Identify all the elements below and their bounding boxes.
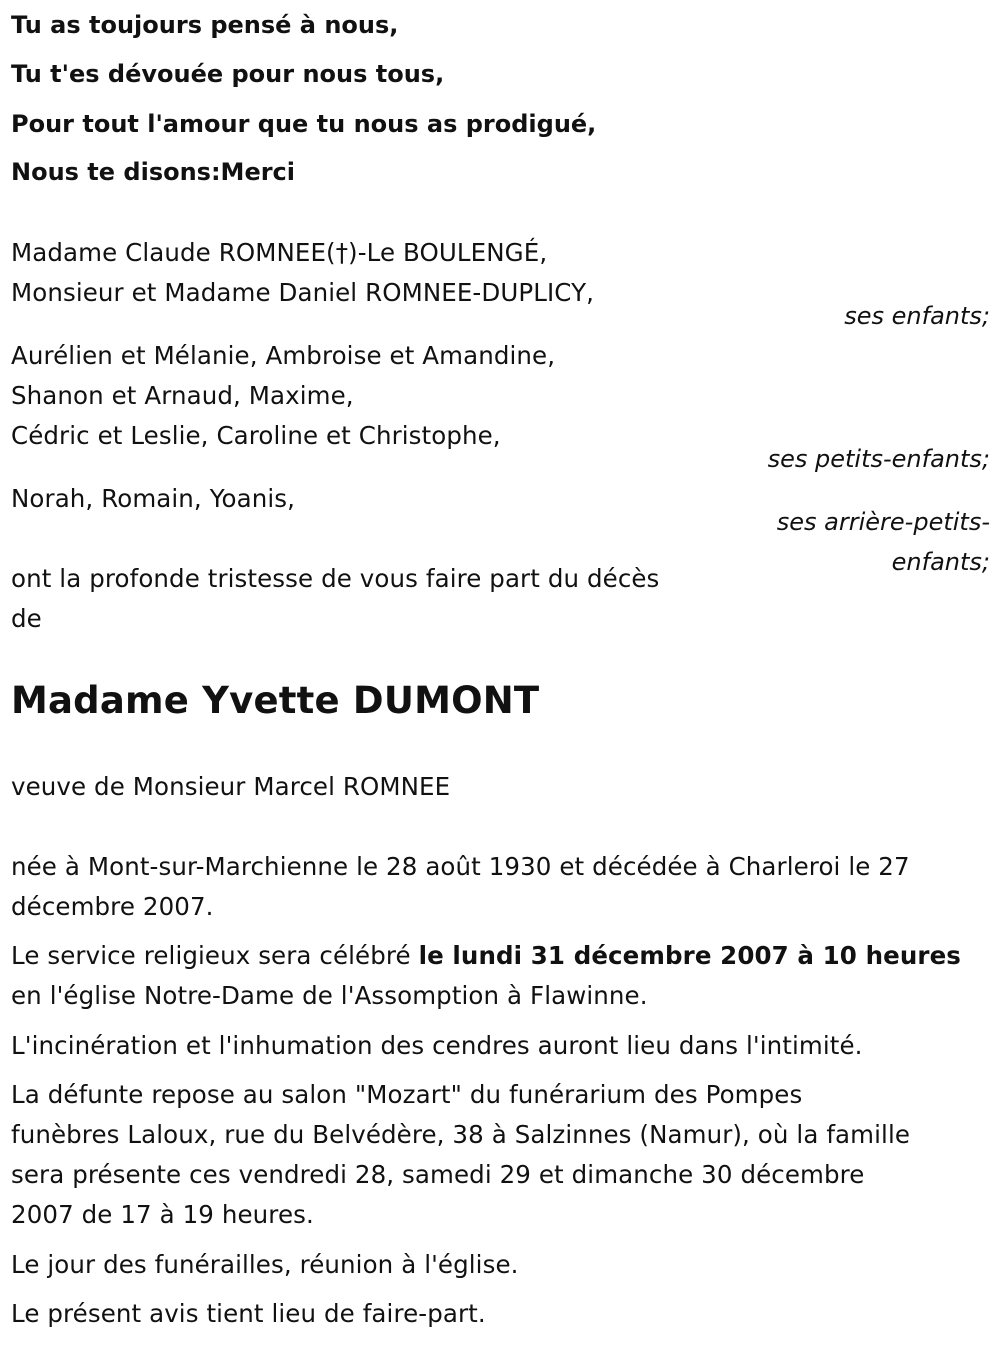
widow-of: veuve de Monsieur Marcel ROMNEE	[11, 772, 451, 801]
funeral-meeting: Le jour des funérailles, réunion à l'église.	[11, 1250, 519, 1279]
great-grandchildren-line-1: Norah, Romain, Yoanis,	[11, 484, 296, 513]
children-label: ses enfants;	[844, 302, 990, 330]
children-line-1: Madame Claude ROMNEE(†)-Le BOULENGÉ,	[11, 238, 548, 267]
announcement-line-2: de	[11, 604, 42, 633]
grandchildren-line-2: Shanon et Arnaud, Maxime,	[11, 381, 354, 410]
service-line-1	[11, 941, 961, 970]
deceased-name: Madame Yvette DUMONT	[11, 679, 540, 722]
grandchildren-label: ses petits-enfants;	[767, 445, 990, 473]
poem-line-1: Tu as toujours pensé à nous,	[11, 11, 399, 39]
cremation-text: L'incinération et l'inhumation des cendres auront lieu dans l'intimité.	[11, 1031, 863, 1060]
announcement-line-1: ont la profonde tristesse de vous faire part du décès	[11, 564, 660, 593]
grandchildren-line-1: Aurélien et Mélanie, Ambroise et Amandine,	[11, 341, 556, 370]
service-line-2: en l'église Notre-Dame de l'Assomption à Flawinne.	[11, 981, 648, 1010]
birth-death-line-2: décembre 2007.	[11, 892, 214, 921]
children-line-2: Monsieur et Madame Daniel ROMNEE-DUPLICY,	[11, 278, 595, 307]
grandchildren-line-3: Cédric et Leslie, Caroline et Christophe,	[11, 421, 501, 450]
repose-line-4: 2007 de 17 à 19 heures.	[11, 1200, 314, 1229]
great-grandchildren-label-line-2: enfants;	[891, 548, 990, 576]
notice-text: Le présent avis tient lieu de faire-part.	[11, 1299, 486, 1328]
repose-line-2: funèbres Laloux, rue du Belvédère, 38 à Salzinnes (Namur), où la famille	[11, 1120, 911, 1149]
poem-line-3: Pour tout l'amour que tu nous as prodigué,	[11, 110, 597, 138]
birth-death-line-1: née à Mont-sur-Marchienne le 28 août 1930 et décédée à Charleroi le 27	[11, 852, 910, 881]
great-grandchildren-label-line-1: ses arrière-petits-	[776, 508, 990, 536]
service-prefix: Le service religieux sera célébré	[11, 941, 419, 970]
service-date: le lundi 31 décembre 2007 à 10 heures	[418, 941, 961, 970]
repose-line-1: La défunte repose au salon "Mozart" du funérarium des Pompes	[11, 1080, 803, 1109]
poem-line-4: Nous te disons:Merci	[11, 158, 296, 186]
poem-line-2: Tu t'es dévouée pour nous tous,	[11, 60, 445, 88]
repose-line-3: sera présente ces vendredi 28, samedi 29 et dimanche 30 décembre	[11, 1160, 865, 1189]
